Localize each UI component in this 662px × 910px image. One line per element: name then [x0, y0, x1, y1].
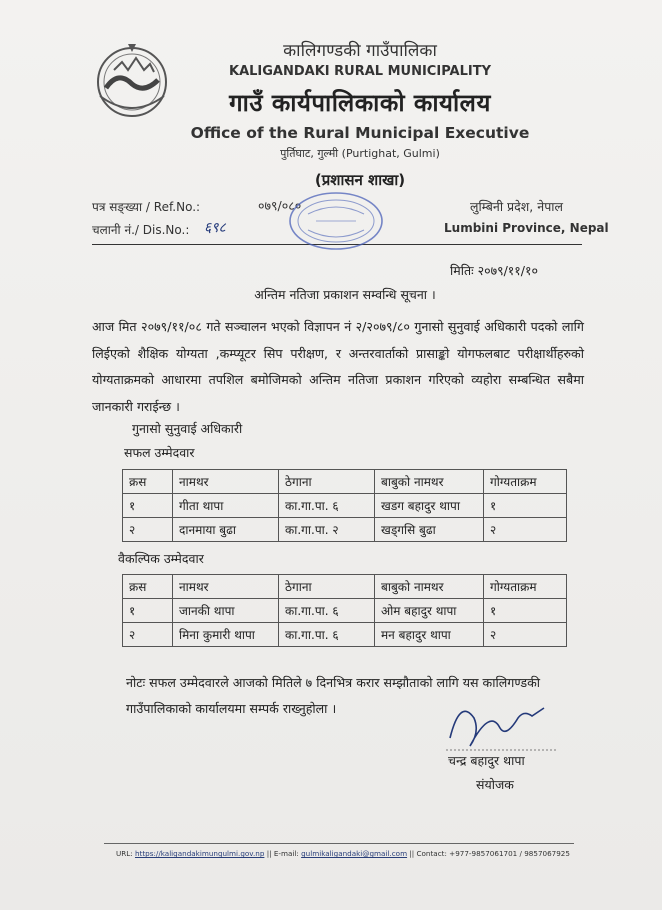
- issue-date: मितिः २०७९/११/१०: [450, 263, 538, 278]
- office-name-english: Office of the Rural Municipal Executive: [190, 124, 530, 142]
- cell-name: मिना कुमारी थापा: [173, 623, 279, 647]
- cell-father-name: खडग बहादुर थापा: [375, 494, 484, 518]
- cell-serial: २: [123, 623, 173, 647]
- cell-father-name: मन बहादुर थापा: [375, 623, 484, 647]
- cell-merit-rank: २: [484, 518, 567, 542]
- cell-father-name: ओम बहादुर थापा: [375, 599, 484, 623]
- successful-candidates-table: [122, 469, 567, 542]
- header-name: नामथर: [173, 470, 279, 494]
- dispatch-number-label: चलानी नं./ Dis.No.:: [92, 223, 190, 237]
- cell-name: गीता थापा: [173, 494, 279, 518]
- footer-email-link[interactable]: gulmikaligandaki@gmail.com: [301, 849, 408, 858]
- table-header-row: [123, 575, 567, 599]
- dispatch-number-value: ६९८: [204, 220, 226, 236]
- office-stamp-icon: [286, 190, 386, 252]
- cell-serial: २: [123, 518, 173, 542]
- signatory-name: चन्द्र बहादुर थापा: [448, 753, 525, 768]
- cell-merit-rank: १: [484, 599, 567, 623]
- header-father-name: बाबुको नामथर: [375, 470, 484, 494]
- successful-candidates-title: सफल उम्मेदवार: [124, 445, 195, 460]
- header-serial: क्रस: [123, 575, 173, 599]
- alternate-candidates-table: [122, 574, 567, 647]
- province-nepali: लुम्बिनी प्रदेश, नेपाल: [470, 199, 564, 214]
- handwritten-signature-icon: [440, 688, 560, 758]
- ref-number-value: ०७९/०८०: [258, 198, 302, 213]
- office-address: पुर्तिघाट, गुल्मी (Purtighat, Gulmi): [280, 147, 440, 160]
- cell-serial: १: [123, 599, 173, 623]
- table-row: [123, 599, 567, 623]
- cell-serial: १: [123, 494, 173, 518]
- table-row: [123, 623, 567, 647]
- cell-merit-rank: २: [484, 623, 567, 647]
- signatory-title: संयोजक: [476, 777, 514, 792]
- footer-url-label: URL:: [116, 849, 133, 858]
- post-title: गुनासो सुनुवाई अधिकारी: [132, 421, 243, 436]
- cell-address: का.गा.पा. ६: [279, 623, 375, 647]
- cell-address: का.गा.पा. २: [279, 518, 375, 542]
- header-merit-rank: गोग्यताक्रम: [484, 575, 567, 599]
- cell-address: का.गा.पा. ६: [279, 599, 375, 623]
- cell-merit-rank: १: [484, 494, 567, 518]
- province-english: Lumbini Province, Nepal: [444, 221, 609, 235]
- table-row: [123, 518, 567, 542]
- table-header-row: [123, 470, 567, 494]
- table-row: [123, 494, 567, 518]
- municipality-name-english: KALIGANDAKI RURAL MUNICIPALITY: [229, 64, 491, 79]
- cell-father-name: खड्गसि बुढा: [375, 518, 484, 542]
- header-address: ठेगाना: [279, 575, 375, 599]
- header-father-name: बाबुको नामथर: [375, 575, 484, 599]
- cell-name: जानकी थापा: [173, 599, 279, 623]
- ref-number-label: पत्र सङ्ख्या / Ref.No.:: [92, 200, 201, 214]
- office-name-nepali: गाउँ कार्यपालिकाको कार्यालय: [229, 89, 491, 117]
- footer-contact-number: || Contact: +977-9857061701 / 9857067925: [409, 849, 570, 858]
- cell-name: दानमाया बुढा: [173, 518, 279, 542]
- header-serial: क्रस: [123, 470, 173, 494]
- header-name: नामथर: [173, 575, 279, 599]
- header-merit-rank: गोग्यताक्रम: [484, 470, 567, 494]
- footer-contact: [116, 849, 570, 858]
- municipality-name-nepali: कालिगण्डकी गाउँपालिका: [283, 41, 437, 61]
- cell-address: का.गा.पा. ६: [279, 494, 375, 518]
- notice-subject: अन्तिम नतिजा प्रकाशन सम्वन्धि सूचना ।: [254, 287, 436, 302]
- notice-body: आज मित २०७९/११/०८ गते सञ्चालन भएको विज्ञापन नं २/२०७९/८० गुनासो सुनुवाई अधिकारी पदको लागि लिईएको शैक्षिक योग्यता ,कम्प्यूटर सिप परीक्षण, र अन्तरवार्ताको प्रासाङ्को योगफलबाट परीक्षार्थीहरुको योग्यताक्रमको आधारमा तपशिल बमोजिमको अन्तिम नतिजा प्रकाशन गरिएको व्यहोरा सम्बन्धित सबैमा जानकारी गराईन्छ ।: [92, 319, 584, 414]
- footer-email-label: || E-mail:: [266, 849, 299, 858]
- alternate-candidates-title: वैकल्पिक उम्मेदवार: [118, 551, 204, 566]
- footer-url-link[interactable]: https://kaligandakimungulmi.gov.np: [134, 849, 265, 858]
- header-address: ठेगाना: [279, 470, 375, 494]
- note-text: नोटः सफल उम्मेदवारले आजको मितिले ७ दिनभित्र करार सम्झौताको लागि यस कालिगण्डकी गाउँपालिकाको कार्यालयमा सम्पर्क राख्नुहोला ।: [126, 675, 541, 716]
- branch-name: (प्रशासन शाखा): [314, 171, 406, 189]
- footer-divider: [104, 843, 574, 844]
